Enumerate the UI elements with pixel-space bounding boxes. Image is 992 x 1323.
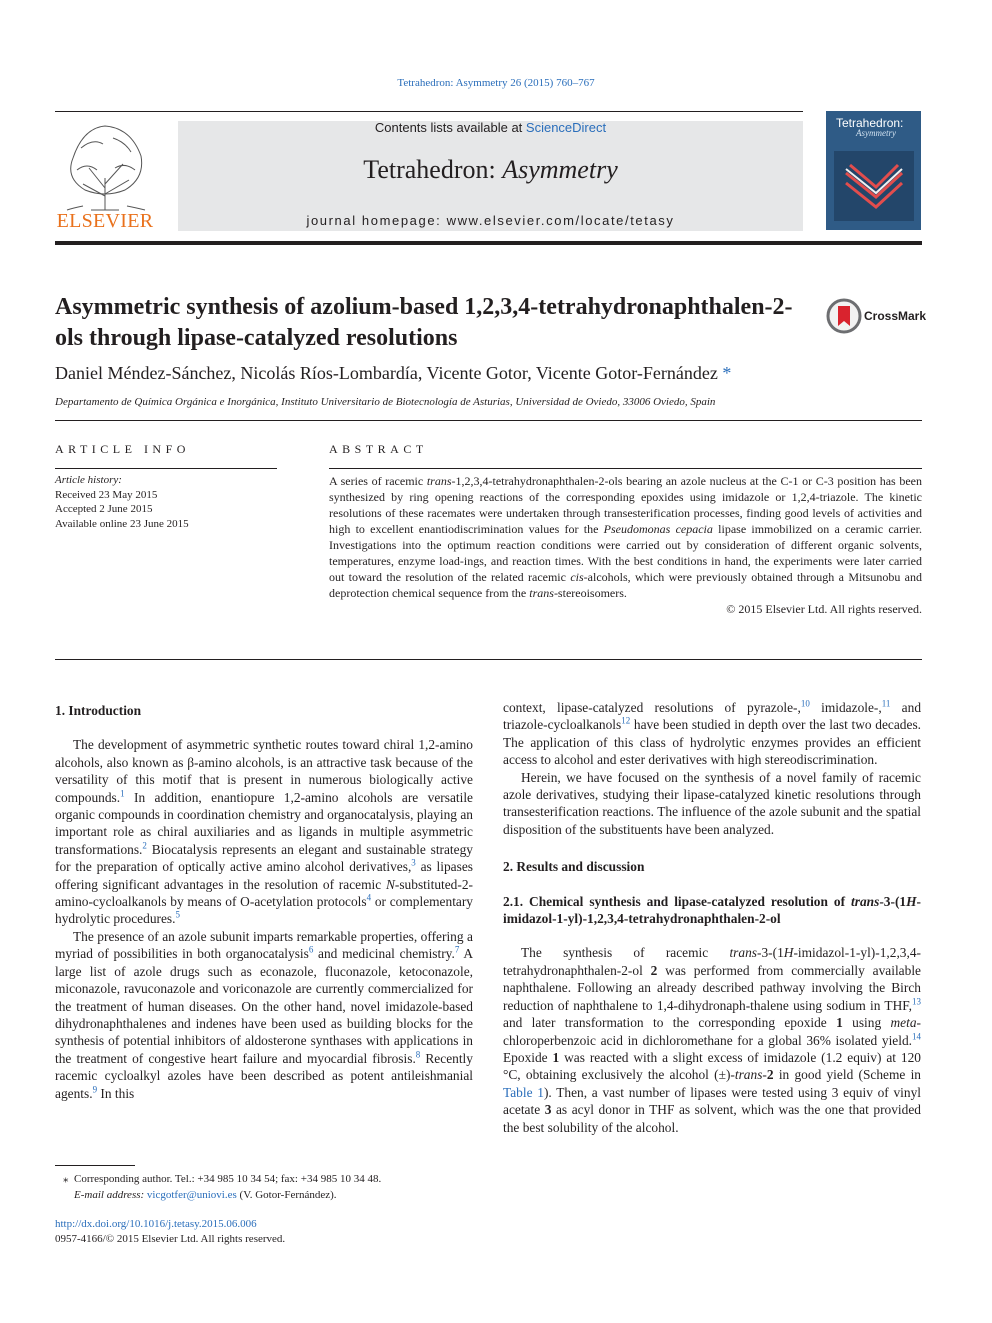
header-bottom-rule bbox=[55, 241, 922, 245]
elsevier-wordmark: ELSEVIER bbox=[56, 210, 154, 232]
intro-paragraph-3: Herein, we have focused on the synthesis of a novel family of racemic azole derivatives, studying their lipase-catalyzed kinetic resolutions through transesterification reactions. The influence of the azole subunit and the spatial disposition of the substituents have been analyzed. bbox=[503, 769, 921, 837]
contents-prefix: Contents lists available at bbox=[374, 120, 526, 135]
body-column-right bbox=[503, 699, 921, 1136]
sciencedirect-link[interactable]: ScienceDirect bbox=[525, 120, 607, 135]
doi-block bbox=[55, 1217, 285, 1247]
journal-homepage[interactable]: journal homepage: www.elsevier.com/locate/tetasy bbox=[306, 213, 675, 228]
body-column-left bbox=[55, 702, 473, 1102]
corresponding-author-text: Corresponding author. Tel.: +34 985 10 34 54; fax: +34 985 10 34 48. bbox=[74, 1173, 382, 1185]
article-info-heading: ARTICLE INFO bbox=[55, 442, 190, 456]
table-1-link[interactable]: Table 1 bbox=[503, 1084, 544, 1100]
email-label: E-mail address: bbox=[74, 1189, 147, 1201]
article-history bbox=[55, 473, 277, 531]
results-paragraph-1: The synthesis of racemic trans-3-(1H-imidazol-1-yl)-1,2,3,4-tetrahydronaphthalen-2-ol 2 was performed from commercially available naphthalene. Following an already described pathway involving the Birch reduction of naphthalene to 1,4-dihydronaph-thalene using sodium in THF,$^{13}$ and later transformation to the corresponding epoxide 1 using meta-chloroperbenzoic acid in dichloromethane for a global 36% isolated yield.$^{14}$ Epoxide 1 was reacted with a slight excess of imidazole (1.2 equiv) at 120 °C, obtaining exclusively the alcohol (±)-trans-2 in good yield (Scheme in Table 1). Then, a vast number of lipases were tested using 3 equiv of vinyl acetate 3 as acyl donor in THF as solvent, which was the one that provided the best solubility of the alcohol. bbox=[503, 945, 922, 1135]
corresponding-author-note: ⁎ Corresponding author. Tel.: +34 985 10 34 54; fax: +34 985 10 34 48. bbox=[63, 1173, 382, 1185]
journal-citation[interactable]: Tetrahedron: Asymmetry 26 (2015) 760–767 bbox=[397, 77, 595, 89]
intro-paragraph-2: The presence of an azole subunit imparts remarkable properties, offering a myriad of possibilities in both organocatalysis$^6$ and medicinal chemistry.$^7$ A large list of azole drugs such as econazole, fluconazole, ketoconazole, miconazole, ravuconazole and voriconazole are currently commercialized for the treatment of human diseases. On the other hand, novel imidazole-based dihydronaphthalenes and indenes have been used as building blocks for the synthesis of potential inhibitors of aldosterone synthases with applications in the treatment of congestive heart failure and myocardial fibrosis.$^8$ Recently racemic cycloalkyl azoles have been described as potent antileishmanial agents.$^9$ In this bbox=[55, 928, 473, 1101]
footnote-rule bbox=[55, 1165, 135, 1166]
journal-title: Tetrahedron: Asymmetry bbox=[363, 155, 618, 184]
cover-subtitle: Asymmetry bbox=[856, 128, 896, 138]
email-link[interactable]: vicgotfer@uniovi.es bbox=[146, 1189, 237, 1201]
abstract-copyright: © 2015 Elsevier Ltd. All rights reserved. bbox=[726, 602, 922, 616]
received-date: Received 23 May 2015 bbox=[55, 488, 158, 501]
affiliation-rule bbox=[55, 420, 922, 421]
subsection-heading-2-1: 2.1. Chemical synthesis and lipase-catalyzed resolution of trans-3-(1H-imidazol-1-yl)-1,2,3,4-tetrahydronaphthalen-2-ol bbox=[503, 893, 921, 927]
corresponding-author-mark[interactable]: * bbox=[722, 363, 732, 383]
header-top-rule bbox=[55, 111, 803, 112]
intro-heading: 1. Introduction bbox=[55, 703, 142, 718]
results-heading: 2. Results and discussion bbox=[503, 859, 645, 875]
cover-title: Tetrahedron: bbox=[836, 116, 904, 130]
email-line bbox=[55, 1187, 473, 1203]
author-names: Daniel Méndez-Sánchez, Nicolás Ríos-Lombardía, Vicente Gotor, Vicente Gotor-Fernández bbox=[55, 363, 718, 383]
contents-line bbox=[178, 120, 803, 135]
accepted-date: Accepted 2 June 2015 bbox=[55, 503, 153, 515]
intro-paragraph-1: The development of asymmetric synthetic routes toward chiral 1,2-amino alcohols, also known as β-amino alcohols, is an attractive task because of the versatility of this motif that is present in numerous biologically active compounds.$^1$ In addition, enantiopure 1,2-amino alcohols are versatile organic compounds in coordination chemistry and organocatalysis, playing an important role as chiral auxiliaries and as ligands in multiple asymmetric transformations.$^2$ Biocatalysis represents an elegant and sustainable strategy for the preparation of optically active amino alcohol derivatives,$^3$ as lipases offering significant advantages in the resolution of racemic N-substituted-2-amino-cycloalkanols by means of O-acetylation protocols$^4$ or complementary hydrolytic procedures.$^5$ bbox=[55, 737, 474, 927]
abstract-rule bbox=[329, 468, 922, 469]
doi-link[interactable]: http://dx.doi.org/10.1016/j.tetasy.2015.06.006 bbox=[55, 1218, 257, 1230]
online-date: Available online 23 June 2015 bbox=[55, 517, 189, 530]
abstract-text bbox=[329, 473, 922, 617]
article-info-rule bbox=[55, 468, 277, 469]
affiliation: Departamento de Química Orgánica e Inorgánica, Instituto Universitario de Biotecnología de Asturias, Universidad de Oviedo, 33006 Oviedo, Spain bbox=[55, 396, 716, 408]
issn-line: 0957-4166/© 2015 Elsevier Ltd. All rights reserved. bbox=[55, 1233, 286, 1245]
abstract-body: A series of racemic trans-1,2,3,4-tetrahydronaphthalen-2-ols bearing an azole nucleus at the C-1 or C-3 position has been synthesized by ring opening reactions of the corresponding epoxides using imidazole or 1,2,4-triazole. The kinetic resolutions of these racemates were undertaken through transesterification processes, finding good levels of activities and high to excellent enantiodiscrimination values for the Pseudomonas cepacia lipase immobilized on a ceramic carrier. Investigations into the optimum reaction conditions were carried out by consideration of different organic solvents, temperatures, enzyme load-ings, and reaction times. With the best conditions in hand, the experiments were later carried out toward the resolution of the related racemic cis-alcohols, which were previously obtained through a Mitsunobu and deprotection chemical sequence from the trans-stereoisomers. bbox=[329, 474, 922, 600]
footnote bbox=[55, 1171, 473, 1203]
intro-paragraph-2-cont: context, lipase-catalyzed resolutions of pyrazole-,$^{10}$ imidazole-,$^{11}$ and triazole-cycloalkanols$^{12}$ have been studied in depth over the last two decades. The application of this class of hydrolytic enzymes provides an efficient access to alcohol and ester derivatives with high stereodiscrimination. bbox=[503, 698, 922, 768]
abstract-heading: ABSTRACT bbox=[329, 442, 428, 456]
author-list bbox=[55, 363, 731, 384]
article-title: Asymmetric synthesis of azolium-based 1,2,3,4-tetrahydronaphthalen-2-ols through lipase-catalyzed resolutions bbox=[55, 294, 793, 351]
history-label: Article history: bbox=[55, 474, 122, 486]
crossmark-label[interactable]: CrossMark bbox=[864, 309, 927, 323]
abstract-bottom-rule bbox=[55, 659, 922, 660]
email-suffix: (V. Gotor-Fernández). bbox=[236, 1189, 337, 1201]
